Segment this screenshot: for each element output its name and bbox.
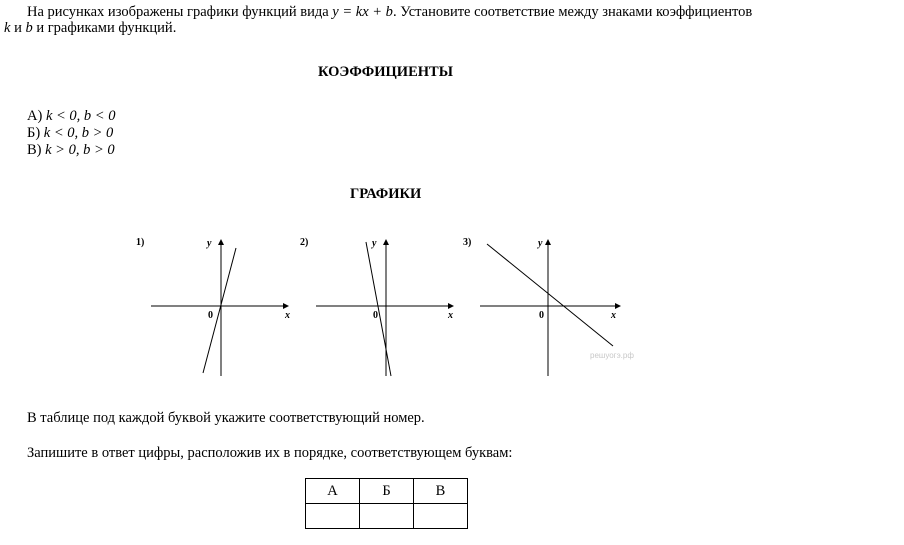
graph-1	[136, 237, 290, 376]
coefficient-letter: Б)	[27, 125, 41, 141]
intro-text-end: . Установите соответствие между знаками коэффициентов	[392, 4, 753, 20]
answer-table-header-row	[306, 479, 468, 504]
y-axis-label: y	[207, 238, 212, 249]
intro-text-tail: и графиками функций.	[32, 20, 177, 36]
intro-text-start: На рисунках изображены графики функций вида	[27, 4, 333, 20]
coefficient-letter: А)	[27, 108, 43, 124]
graph-3	[463, 237, 634, 376]
y-axis-label: y	[372, 238, 377, 249]
function-line	[366, 242, 391, 376]
graph-number: 3)	[463, 237, 472, 248]
coefficient-letter: В)	[27, 142, 42, 158]
intro-line-1	[27, 4, 752, 21]
origin-label: 0	[539, 310, 544, 321]
answer-table	[305, 478, 468, 529]
graph-number: 2)	[300, 237, 309, 248]
coefficient-condition: k > 0, b > 0	[45, 142, 115, 158]
graphs-heading: ГРАФИКИ	[350, 186, 422, 202]
coefficient-condition: k < 0, b < 0	[45, 108, 116, 124]
coefficients-heading: КОЭФФИЦИЕНТЫ	[318, 64, 453, 80]
x-axis-label: x	[285, 310, 290, 321]
coefficient-item-b	[27, 125, 113, 142]
answer-cell-v[interactable]	[414, 504, 468, 529]
answer-header-a: А	[306, 479, 360, 504]
answer-header-b: Б	[360, 479, 414, 504]
intro-k: k	[4, 20, 11, 36]
intro-and: и	[10, 20, 26, 36]
intro-line-2	[4, 20, 176, 37]
y-axis-label: y	[538, 238, 543, 249]
x-axis-label: x	[448, 310, 453, 321]
origin-label: 0	[373, 310, 378, 321]
answer-cell-b[interactable]	[360, 504, 414, 529]
graph-number: 1)	[136, 237, 145, 248]
origin-label: 0	[208, 310, 213, 321]
graphs-svg	[125, 228, 655, 380]
graph-2	[300, 237, 453, 376]
intro-b: b	[25, 20, 33, 36]
answer-header-v: В	[414, 479, 468, 504]
intro-formula: y = kx + b	[332, 4, 393, 20]
x-axis-label: x	[611, 310, 616, 321]
coefficient-condition: k < 0, b > 0	[43, 125, 114, 141]
answer-table-input-row	[306, 504, 468, 529]
coefficient-item-a	[27, 108, 115, 125]
watermark: решуогэ.рф	[590, 351, 634, 360]
coefficient-item-v	[27, 142, 115, 159]
answer-instruction: Запишите в ответ цифры, расположив их в порядке, соответствующем буквам:	[27, 445, 513, 461]
graphs-figure	[125, 228, 655, 380]
function-line	[487, 244, 613, 346]
answer-cell-a[interactable]	[306, 504, 360, 529]
table-instruction: В таблице под каждой буквой укажите соответствующий номер.	[27, 410, 425, 426]
